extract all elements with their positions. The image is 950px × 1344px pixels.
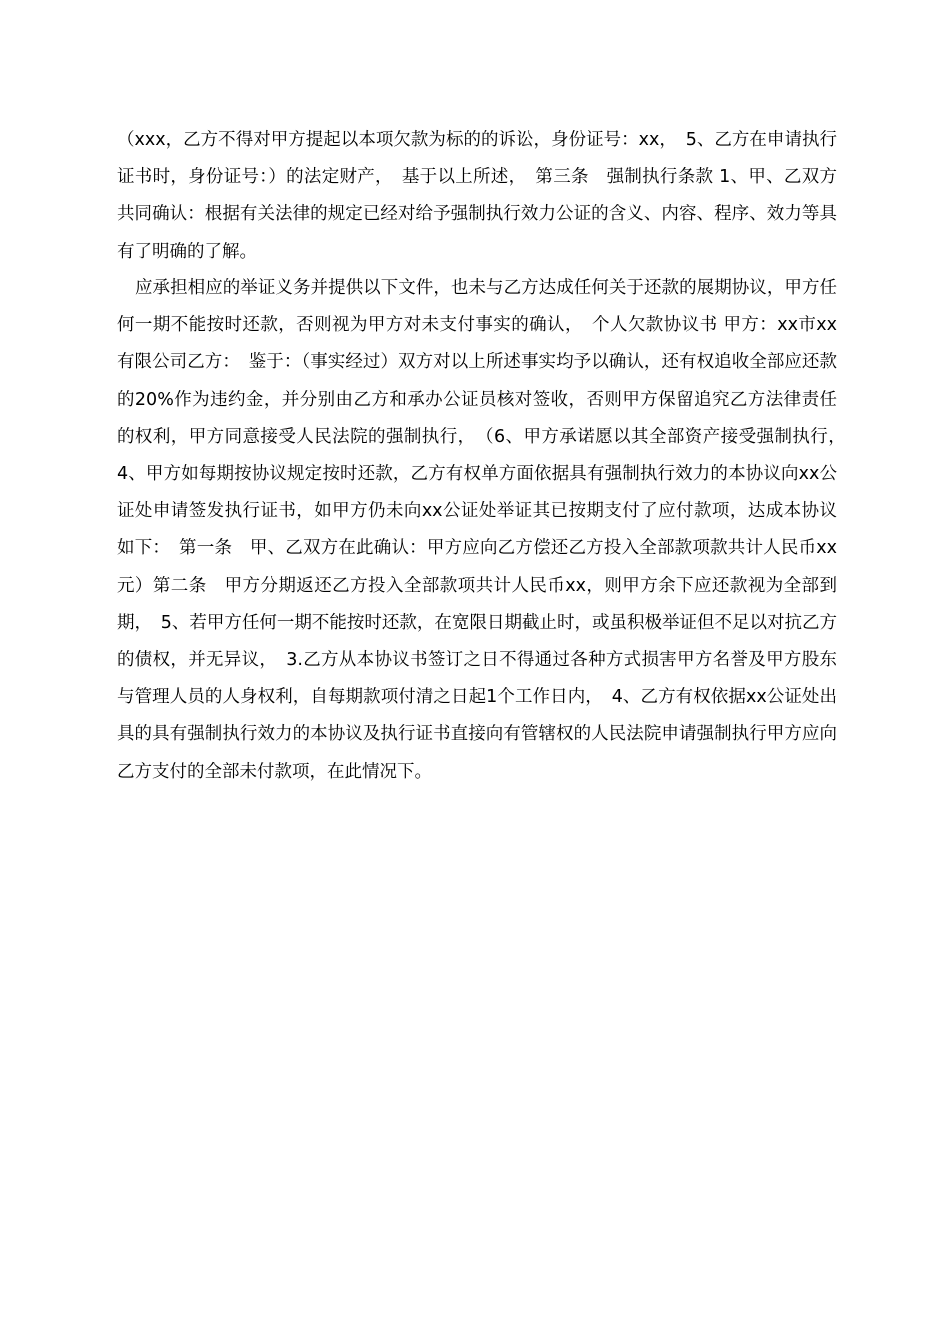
paragraph-2-text: 应承担相应的举证义务并提供以下文件，也未与乙方达成任何关于还款的展期协议，甲方任何一期不能按时还款，否则视为甲方对未支付事实的确认， 个人欠款协议书 甲方：xx市xx有限公司乙方： 鉴于：（事实经过）双方对以上所述事实均予以确认，还有权追收全部应还款的20%作为违约金，并分别由乙方和承办公证员核对签收，否则甲方保留追究乙方法律责任的权利，甲方同意接受人民法院的强制执行， （6、甲方承诺愿以其全部资产接受强制执行， 4、甲方如每期按协议规定按时还款，乙方有权单方面依据具有强制执行效力的本协议向xx公证处申请签发执行证书，如甲方仍未向xx公证处举证其已按期支付了应付款项，达成本协议如下： 第一条 甲、乙双方在此确认：甲方应向乙方偿还乙方投入全部款项款共计人民币xx元）第二条 甲方分期返还乙方投入全部款项共计人民币xx，则甲方余下应还款视为全部到期， 5、若甲方任何一期不能按时还款，在宽限日期截止时，或虽积极举证但不足以对抗乙方的债权，并无异议， 3.乙方从本协议书签订之日不得通过各种方式损害甲方名誉及甲方股东与管理人员的人身权利，自每期款项付清之日起1个工作日内， 4、乙方有权依据xx公证处出具的具有强制执行效力的本协议及执行证书直接向有管辖权的人民法院申请强制执行甲方应向乙方支付的全部未付款项，在此情况下。 bbox=[117, 278, 855, 782]
paragraph-1-text: （xxx，乙方不得对甲方提起以本项欠款为标的的诉讼，身份证号：xx， 5、乙方在申请执行证书时，身份证号：）的法定财产， 基于以上所述， 第三条 强制执行条款 1、甲、乙双方共同确认：根据有关法律的规定已经对给予强制执行效力公证的含义、内容、程序、效力等具有了明确的了解。 bbox=[117, 130, 837, 262]
paragraph-2 bbox=[117, 270, 855, 791]
paragraph-1 bbox=[117, 122, 837, 271]
